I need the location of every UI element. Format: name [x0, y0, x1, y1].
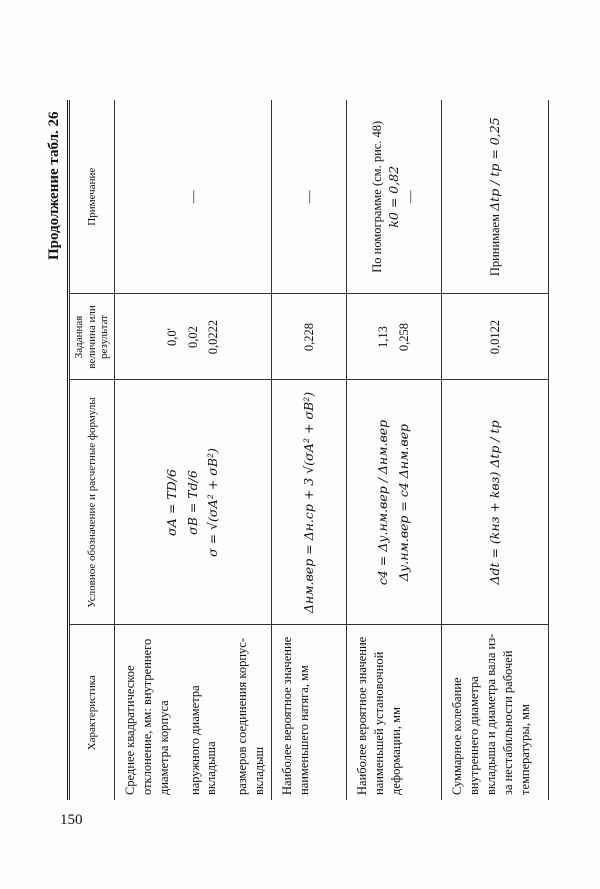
row-formulas: [272, 380, 347, 625]
header-note: Примечание: [70, 100, 115, 294]
note-prefix: Принимаем: [487, 213, 502, 277]
char-line: размеров соединения корпус-вкладыш: [235, 637, 267, 795]
value: 0,02: [185, 326, 200, 348]
rotated-table-block: [46, 65, 531, 800]
char-line: Среднее квадратическое отклонение, мм: внутреннего диаметра корпуса: [122, 638, 171, 795]
formula: σ = √(σА² + σВ²): [205, 448, 221, 557]
value: 0,0122: [487, 319, 502, 355]
row-values: [347, 294, 442, 380]
value: 1,13: [376, 326, 391, 348]
row-formulas: [442, 380, 549, 625]
value: 0,228: [301, 322, 316, 352]
row-note: [442, 100, 549, 294]
table-row: [114, 100, 271, 800]
header-value: Заданная величина или результат: [70, 294, 115, 380]
row-characteristic: [347, 625, 442, 800]
row-characteristic: [114, 625, 271, 800]
note-line: k0 = 0,82: [385, 165, 401, 228]
value: 0,0': [164, 328, 179, 346]
char-line: Наиболее вероятное значение наименьшего натяга, мм: [280, 636, 311, 795]
continuation-title: Продолжение табл. 26: [46, 111, 62, 260]
row-note: —: [114, 100, 271, 294]
page-number: 150: [60, 812, 83, 828]
char-line: Суммарное колебание внутреннего диаметра вкладыша и диаметра вала из-за нестабильности рабочей температуры, мм: [450, 633, 532, 795]
table-row: [442, 100, 549, 800]
value: 0,258: [397, 322, 412, 352]
formula: Δу.нм.вер = c4 Δнм.вер: [396, 423, 412, 582]
table-row: [347, 100, 442, 800]
char-line: Наиболее вероятное значение наименьшей установочной деформации, мм: [355, 636, 403, 795]
formula: Δdt = (kнз + kвз) Δtр / tр: [486, 420, 502, 585]
row-values: [442, 294, 549, 380]
row-note: —: [272, 100, 347, 294]
row-note: [347, 100, 442, 294]
formula: c4 = Δу.нм.вер / Δнм.вер: [375, 419, 391, 586]
note-line: —: [403, 190, 418, 203]
formula: σА = TD/6: [163, 469, 179, 536]
table-row: [272, 100, 347, 800]
row-values: [272, 294, 347, 380]
value: 0,0222: [206, 319, 221, 355]
row-formulas: [347, 380, 442, 625]
parameters-table: [69, 100, 549, 800]
top-rule: [67, 100, 68, 800]
row-formulas: [114, 380, 271, 625]
note-line: По номограмме (см. рис. 48): [369, 120, 384, 273]
row-values: [114, 294, 271, 380]
header-row: [70, 100, 115, 800]
formula: σВ = Td/6: [184, 470, 200, 535]
header-characteristic: Характеристика: [70, 625, 115, 800]
char-line: наружного диаметра вкладыша: [187, 685, 219, 795]
formula: Δнм.вер = Δн.ср + 3 √(σА² + σВ²): [300, 391, 316, 614]
row-characteristic: [442, 625, 549, 800]
header-formulas: Условное обозначение и расчетные формулы: [70, 380, 115, 625]
note-formula: Δtр / tр = 0,25: [486, 117, 502, 211]
row-characteristic: [272, 625, 347, 800]
